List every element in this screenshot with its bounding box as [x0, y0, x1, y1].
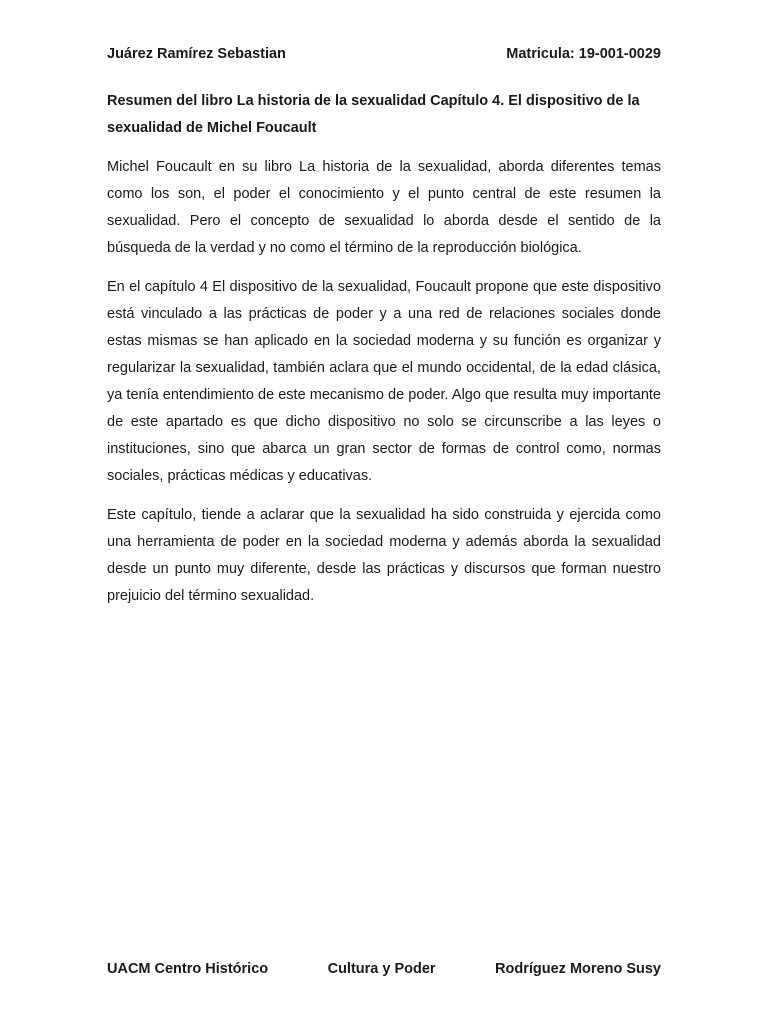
page-header: [107, 44, 661, 64]
page-footer: [107, 959, 661, 979]
document-title: Resumen del libro La historia de la sexualidad Capítulo 4. El dispositivo de la sexualidad de Michel Foucault: [107, 93, 640, 136]
paragraph-3: Este capítulo, tiende a aclarar que la sexualidad ha sido construida y ejercida como una herramienta de poder en la sociedad moderna y además aborda la sexualidad desde un punto muy diferente, desde las prácticas y discursos que forman nuestro prejuicio del término sexualidad.: [107, 507, 661, 604]
document-body: [107, 88, 661, 622]
footer-teacher: Rodríguez Moreno Susy: [495, 961, 661, 977]
footer-institution: UACM Centro Histórico: [107, 961, 269, 977]
paragraph-2: En el capítulo 4 El dispositivo de la sexualidad, Foucault propone que este dispositivo está vinculado a las prácticas de poder y a una red de relaciones sociales donde estas mismas se han aplicado en la sociedad moderna y su función es organizar y regularizar la sexualidad, también aclara que el mundo occidental, de la edad clásica, ya tenía entendimiento de este mecanismo de poder. Algo que resulta muy importante de este apartado es que dicho dispositivo no solo se circunscribe a las leyes o instituciones, sino que abarca un gran sector de formas de control como, normas sociales, prácticas médicas y educativas.: [107, 279, 661, 484]
paragraph-1: Michel Foucault en su libro La historia de la sexualidad, aborda diferentes temas como los son, el poder el conocimiento y el punto central de este resumen la sexualidad. Pero el concepto de sexualidad lo aborda desde el sentido de la búsqueda de la verdad y no como el término de la reproducción biológica.: [107, 159, 661, 256]
student-id: Matricula: 19-001-0029: [506, 46, 661, 62]
author-name: Juárez Ramírez Sebastian: [107, 46, 286, 62]
footer-course: Cultura y Poder: [327, 961, 436, 977]
